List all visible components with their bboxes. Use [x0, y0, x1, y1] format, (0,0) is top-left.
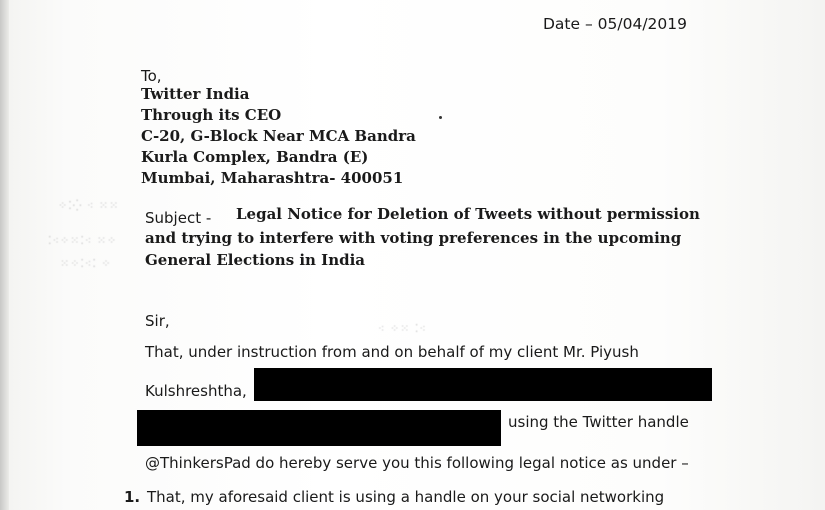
- bleed-mark: ⁖ ⁘⁙ ⁚⁖: [378, 322, 427, 335]
- para1-line-2: Kulshreshtha,: [145, 382, 247, 400]
- redaction-bar: [137, 410, 501, 446]
- item-1-line-1: That, my aforesaid client is using a handle on your social networking: [147, 488, 665, 506]
- address-line-4: Kurla Complex, Bandra (E): [141, 148, 369, 166]
- para1-line-1: That, under instruction from and on behalf of my client Mr. Piyush: [145, 343, 639, 361]
- para1-line-3: using the Twitter handle: [508, 413, 689, 431]
- subject-line-3: General Elections in India: [145, 251, 366, 269]
- page-edge-shadow: [0, 0, 9, 510]
- ink-dot: [439, 116, 442, 119]
- subject-line-1: Legal Notice for Deletion of Tweets without permission: [236, 205, 700, 223]
- bleed-mark: ⁚⁖⁘⁙⁚⁖ ⁙⁘: [48, 234, 118, 247]
- subject-line-2: and trying to interfere with voting preferences in the upcoming: [145, 229, 682, 247]
- letter-date: Date – 05/04/2019: [543, 15, 687, 33]
- item-1-number: 1.: [124, 488, 141, 506]
- address-line-1: Twitter India: [141, 85, 250, 103]
- redaction-bar: [254, 368, 712, 401]
- address-to: To,: [141, 67, 162, 85]
- para1-line-4: @ThinkersPad do hereby serve you this following legal notice as under –: [145, 454, 689, 472]
- address-line-2: Through its CEO: [141, 106, 282, 124]
- salutation: Sir,: [145, 312, 170, 330]
- bleed-mark: ⁙⁘⁚⁖⁚ ⁘: [60, 257, 112, 270]
- subject-label: Subject -: [145, 209, 212, 227]
- bleed-mark: ⁘⁚⁛ ⁖ ⁙⁙: [58, 199, 120, 212]
- address-line-3: C-20, G-Block Near MCA Bandra: [141, 127, 416, 145]
- address-line-5: Mumbai, Maharashtra- 400051: [141, 169, 404, 187]
